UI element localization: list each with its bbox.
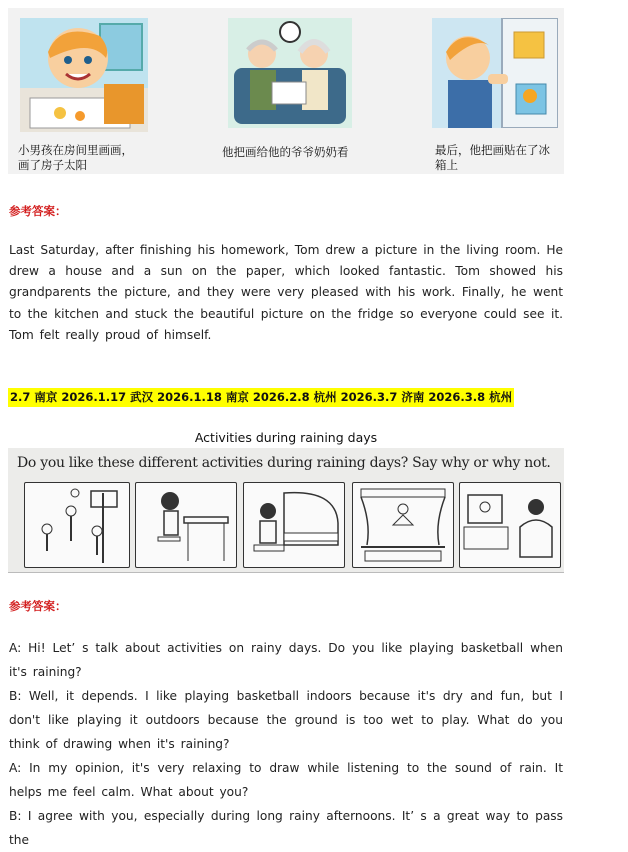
story-caption-2: 他把画给他的爷爷奶奶看 — [222, 145, 349, 159]
dialogue-line: B: Well, it depends. I like playing basketball indoors because it's dry and fun, but I don't like playing it outdoors because the ground is too wet to play. What do you think of drawing when it's raining? — [9, 689, 563, 751]
drawing-image — [135, 482, 237, 568]
dialogue-answer — [9, 636, 563, 852]
story-answer-text: Last Saturday, after finishing his homework, Tom drew a picture in the living room. He drew a house and a sun on the paper, which looked fantastic. Tom showed his grandparents the picture, and they were very pleased with his work. Finally, he went to the kitchen and stuck the beautiful picture on the fridge so everyone could see it. Tom felt really proud of himself. — [9, 243, 563, 342]
answer-label-2: 参考答案： — [9, 599, 67, 613]
story-caption-1: 小男孩在房间里画画，画了房子太阳 — [18, 143, 133, 172]
boy-drawing-illustration — [20, 18, 148, 132]
dialogue-line: B: I agree with you, especially during long rainy afternoons. It’ s a great way to pass the — [9, 809, 563, 847]
ballet-stage-image — [352, 482, 454, 568]
piano-image — [243, 482, 345, 568]
story-caption-3: 最后，他把画贴在了冰箱上 — [435, 143, 550, 172]
activities-question: Do you like these different activities during raining days? Say why or why not. — [17, 455, 551, 471]
television-image — [459, 482, 561, 568]
boy-fridge-illustration — [432, 18, 558, 128]
dialogue-line: A: In my opinion, it's very relaxing to draw while listening to the sound of rain. It helps me feel calm. What about you? — [9, 761, 563, 799]
basketball-image — [24, 482, 130, 568]
activities-title: Activities during raining days — [194, 430, 378, 445]
exam-dates-line: 2.7 南京 2026.1.17 武汉 2026.1.18 南京 2026.2.8 杭州 2026.3.7 济南 2026.3.8 杭州 — [8, 388, 514, 407]
dialogue-line: A: Hi! Let’ s talk about activities on rainy days. Do you like playing basketball when it's raining? — [9, 641, 563, 679]
answer-label: 参考答案： — [9, 204, 67, 218]
grandparents-illustration — [228, 18, 352, 128]
